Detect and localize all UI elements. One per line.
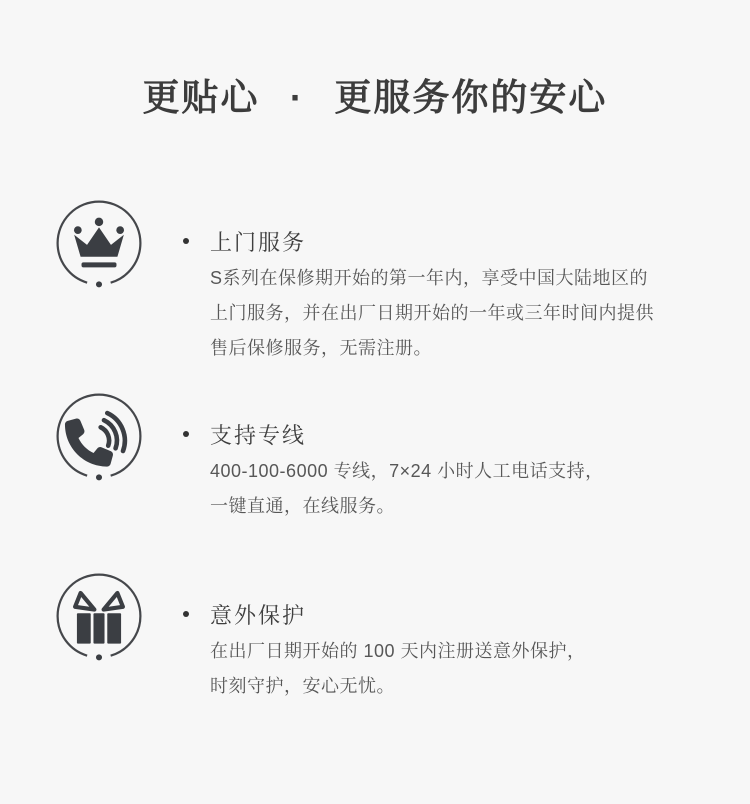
crown-icon — [53, 197, 145, 289]
page-title: 更贴心 · 更服务你的安心 — [142, 77, 608, 118]
bullet-icon — [183, 611, 189, 617]
feature-list — [0, 197, 750, 704]
bullet-icon — [183, 431, 189, 437]
feature-heading: 上门服务 — [210, 229, 307, 255]
feature-onsite-service — [0, 197, 750, 366]
feature-heading: 支持专线 — [210, 422, 307, 448]
phone-icon — [53, 390, 145, 482]
feature-description: 400-100-6000 专线，7×24 小时人工电话支持， 一键直通，在线服务。 — [210, 461, 604, 516]
gift-icon — [53, 570, 145, 662]
feature-description: S系列在保修期开始的第一年内，享受中国大陆地区的 上门服务，并在出厂日期开始的一年或三年时间内提供 售后保修服务，无需注册。 — [210, 268, 654, 358]
feature-heading: 意外保护 — [210, 602, 307, 628]
feature-description: 在出厂日期开始的 100 天内注册送意外保护， 时刻守护，安心无忧。 — [210, 641, 586, 696]
feature-support-hotline — [0, 390, 750, 524]
feature-accident-protection — [0, 570, 750, 704]
bullet-icon — [183, 238, 189, 244]
